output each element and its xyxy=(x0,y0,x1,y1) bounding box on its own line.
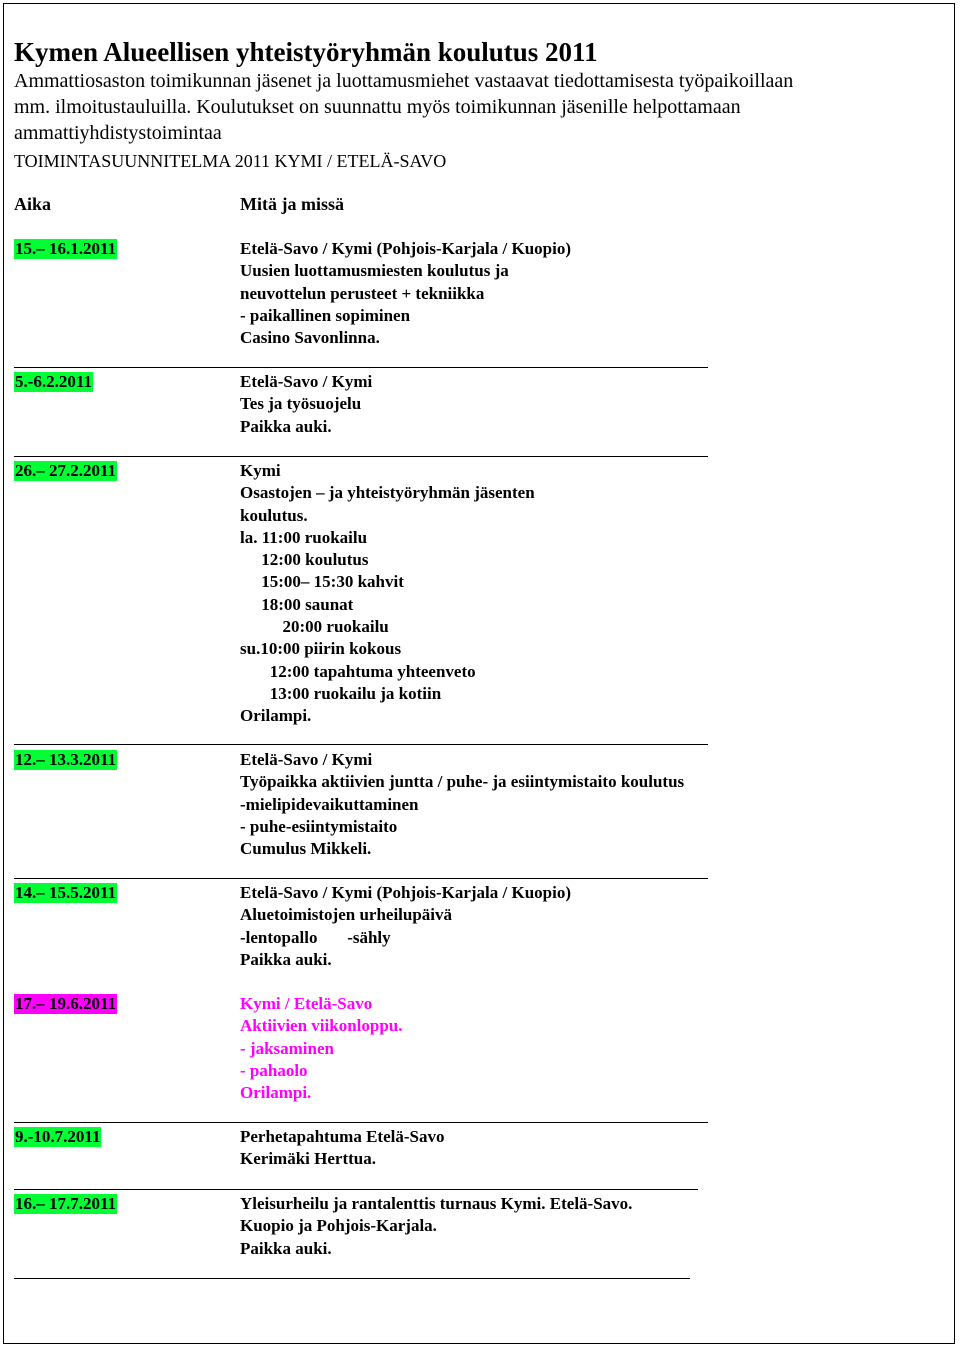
event-line: - puhe-esiintymistaito xyxy=(240,816,398,836)
event-line: Kymi / Etelä-Savo xyxy=(240,994,373,1013)
separator-line xyxy=(14,1278,690,1279)
column-header-what-where: Mitä ja missä xyxy=(240,194,344,214)
separator-line xyxy=(14,1189,698,1190)
separator-line xyxy=(14,878,708,879)
event-line: koulutus. xyxy=(240,505,308,525)
event-line: Etelä-Savo / Kymi xyxy=(240,750,373,769)
event-line: 15:00– 15:30 kahvit xyxy=(240,572,404,592)
event-line: Aluetoimistojen urheilupäivä xyxy=(240,905,453,925)
event-line: Paikka auki. xyxy=(240,949,332,969)
event-details xyxy=(240,1126,444,1171)
event-date: 9.-10.7.2011 xyxy=(15,1127,101,1146)
event-details xyxy=(240,993,403,1104)
event-date: 26.– 27.2.2011 xyxy=(15,461,117,480)
event-line: neuvottelun perusteet + tekniikka xyxy=(240,283,485,303)
event-details xyxy=(240,238,571,349)
event-date: 5.-6.2.2011 xyxy=(15,372,92,391)
event-line: - pahaolo xyxy=(240,1060,308,1080)
event-line: Orilampi. xyxy=(240,706,312,726)
event-details xyxy=(240,371,372,438)
event-line: 20:00 ruokailu xyxy=(240,617,389,637)
event-details xyxy=(240,460,535,728)
event-date: 17.– 19.6.2011 xyxy=(15,994,117,1013)
event-line: Kymi xyxy=(240,461,281,480)
event-line: Paikka auki. xyxy=(240,416,332,436)
intro-line-2: mm. ilmoitustauluilla. Koulutukset on suunnattu myös toimikunnan jäsenille helpottamaan xyxy=(14,96,741,118)
event-line: Yleisurheilu ja rantalenttis turnaus Kymi. Etelä-Savo. xyxy=(240,1194,633,1213)
event-line: Perhetapahtuma Etelä-Savo xyxy=(240,1127,445,1146)
event-line: Kerimäki Herttua. xyxy=(240,1149,376,1169)
event-line: Orilampi. xyxy=(240,1083,312,1103)
column-header-time: Aika xyxy=(14,194,52,214)
event-details xyxy=(240,882,571,971)
event-line: su.10:00 piirin kokous xyxy=(240,639,402,659)
event-line: Uusien luottamusmiesten koulutus ja xyxy=(240,261,509,281)
event-line: Etelä-Savo / Kymi (Pohjois-Karjala / Kuopio) xyxy=(240,883,572,902)
event-date: 15.– 16.1.2011 xyxy=(15,239,117,258)
intro-line-1: Ammattiosaston toimikunnan jäsenet ja luottamusmiehet vastaavat tiedottamisesta työpaikoillaan xyxy=(14,70,794,92)
event-date: 14.– 15.5.2011 xyxy=(15,883,117,902)
event-line: Etelä-Savo / Kymi (Pohjois-Karjala / Kuopio) xyxy=(240,239,572,258)
separator-line xyxy=(14,1122,708,1123)
event-line: la. 11:00 ruokailu xyxy=(240,527,368,547)
event-line: Osastojen – ja yhteistyöryhmän jäsenten xyxy=(240,483,535,503)
event-line: -mielipidevaikuttaminen xyxy=(240,794,419,814)
event-line: Cumulus Mikkeli. xyxy=(240,839,372,859)
event-line: 12:00 koulutus xyxy=(240,550,369,570)
intro-line-3: ammattiyhdistystoimintaa xyxy=(14,122,222,144)
event-line: Työpaikka aktiivien juntta / puhe- ja esiintymistaito koulutus xyxy=(240,772,685,792)
separator-line xyxy=(14,367,708,368)
event-line: Aktiivien viikonloppu. xyxy=(240,1016,403,1036)
event-line: - jaksaminen xyxy=(240,1038,334,1058)
event-line: Tes ja työsuojelu xyxy=(240,394,362,414)
event-line: - paikallinen sopiminen xyxy=(240,305,411,325)
event-line: 12:00 tapahtuma yhteenveto xyxy=(240,661,476,681)
event-line: Kuopio ja Pohjois-Karjala. xyxy=(240,1216,437,1236)
separator-line xyxy=(14,456,708,457)
event-line: Casino Savonlinna. xyxy=(240,328,380,348)
document-title: Kymen Alueellisen yhteistyöryhmän koulutus 2011 xyxy=(14,37,598,67)
event-line: Etelä-Savo / Kymi xyxy=(240,372,373,391)
event-line: 13:00 ruokailu ja kotiin xyxy=(240,683,442,703)
event-line: 18:00 saunat xyxy=(240,594,354,614)
event-line: -lentopallo -sähly xyxy=(240,927,391,947)
plan-heading: TOIMINTASUUNNITELMA 2011 KYMI / ETELÄ-SAVO xyxy=(14,151,447,171)
separator-line xyxy=(14,744,708,745)
event-date: 12.– 13.3.2011 xyxy=(15,750,117,769)
event-details xyxy=(240,1193,632,1260)
event-line: Paikka auki. xyxy=(240,1238,332,1258)
event-details xyxy=(240,749,684,860)
event-date: 16.– 17.7.2011 xyxy=(15,1194,117,1213)
